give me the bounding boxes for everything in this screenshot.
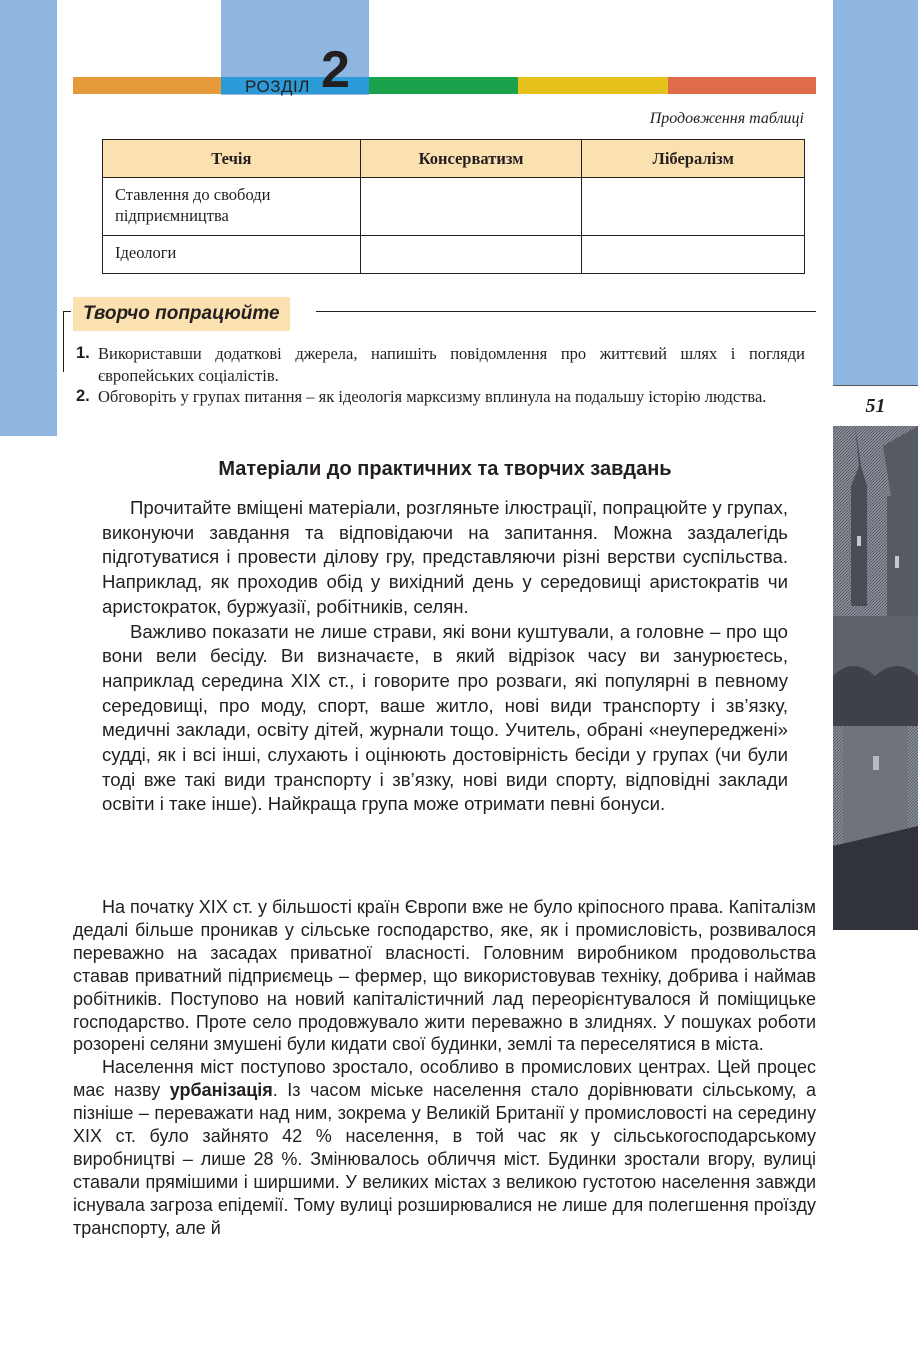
header-stripe-orange: [73, 77, 221, 94]
table-header-row: [103, 140, 805, 178]
materials-body: [102, 496, 788, 817]
table-caption: Продовження таблиці: [649, 110, 804, 127]
paragraph-text: . Із часом міське населення стало дорівнювати сільському, а пізніше – переважати над ним, зокрема у Великій Британії у промисловості на середину ХІХ ст. було зайнято 42 % населення, в той час як у сільськогосподарському виробництві – лише 28 %. Змінювалось обличчя міст. Будинки зростали вгору, вулиці ставали прямішими і ширшими. У великих містах з великою густотою населення завжди існувала загроза епідемії. Тому вулиці розширювалися не лише для полегшення проїзду транспорту, але й: [73, 1080, 816, 1238]
header-stripe-red: [668, 77, 816, 94]
page-number-rule-top: [833, 385, 918, 386]
header-cell-current: Течія: [103, 140, 361, 178]
main-paragraph: На початку ХІХ ст. у більшості країн Європи вже не було кріпосного права. Капіталізм дедалі більше проникав у сільське господарство, яке, як і промисловість, розвивалося переважно на засадах приватної власності. Головним виробником продовольства ставав приватний підприємець – фермер, що використовував техніку, добрива і наймав робітників. Поступово на новий капіталістичний лад переорієнтувалося й поміщицьке господарство. Проте село продовжувало жити переважно в злиднях. У пошуках роботи розорені селяни змушені були кидати свої будинки, землі та переселятися в міста.: [73, 897, 816, 1055]
table-cell: [360, 178, 582, 236]
right-color-strip: [833, 0, 918, 385]
table-cell: Ідеологи: [103, 236, 361, 274]
materials-paragraph: Прочитайте вміщені матеріали, розгляньте ілюстрації, попрацюйте у групах, виконуючи завдання та відповідаючи на запитання. Можна заздалегідь підготуватися і провести ділову гру, представляючи різні верстви суспільства. Наприклад, як проходив обід у вихідний день у середовищі аристократів чи аристократок, буржуазії, робітників, селян.: [102, 497, 788, 617]
ideologies-table: [102, 139, 805, 274]
key-term: урбанізація: [169, 1080, 273, 1101]
list-item: [76, 386, 805, 408]
main-text: [73, 896, 816, 1240]
task-number: 1.: [76, 344, 90, 362]
table-row: [103, 178, 805, 236]
section-number: 2: [321, 41, 350, 99]
creative-heading-rule: [316, 311, 816, 312]
list-item: [76, 343, 805, 386]
table-cell: Ставлення до свободи підприємництва: [103, 178, 361, 236]
header-cell-conservatism: Консерватизм: [360, 140, 582, 178]
header-cell-liberalism: Лібералізм: [582, 140, 805, 178]
table-row: [103, 236, 805, 274]
main-paragraph: [73, 1056, 816, 1239]
creative-bracket: [63, 311, 71, 372]
table-cell: [582, 178, 805, 236]
task-text: Використавши додаткові джерела, напишіть повідомлення про життєвий шлях і погляди європейських соціалістів.: [98, 344, 805, 385]
creative-task-list: [76, 343, 805, 408]
engraving-illustration: [833, 426, 918, 930]
section-label: РОЗДІЛ: [245, 77, 310, 96]
header-stripe-green: [369, 77, 518, 94]
table-cell: [360, 236, 582, 274]
creative-heading: Творчо попрацюйте: [73, 297, 290, 331]
page-number: 51: [865, 395, 886, 417]
materials-paragraph: Важливо показати не лише страви, які вони куштували, а головне – про що вони вели бесіду. Ви визначаєте, в який відрізок часу ви занурюєтесь, наприклад середина ХІХ ст., і говорите про розваги, які популярні в певному середовищі, про моду, спорт, ваше житло, нові види транспорту і зв’язку, медичні заклади, освіту дітей, журнали тощо. Учитель, обрані «неупереджені» судді, як і всі інші, слухають і оцінюють достовірність бесіди у групах (чи були тоді вже такі види транспорту і зв’язку, нові види спорту, відповідні заклади освіти і таке інше). Найкраща група може отримати певні бонуси.: [102, 620, 788, 815]
materials-title: Матеріали до практичних та творчих завдань: [218, 458, 672, 480]
left-color-band: [0, 0, 57, 436]
task-text: Обговоріть у групах питання – як ідеологія марксизму вплинула на подальшу історію людства.: [98, 387, 767, 406]
paragraph-text: Населення міст поступово зростало, особливо в промислових центрах. Цей процес має назву: [73, 1057, 816, 1101]
table-cell: [582, 236, 805, 274]
header-stripe-yellow: [518, 77, 668, 94]
task-number: 2.: [76, 387, 90, 405]
